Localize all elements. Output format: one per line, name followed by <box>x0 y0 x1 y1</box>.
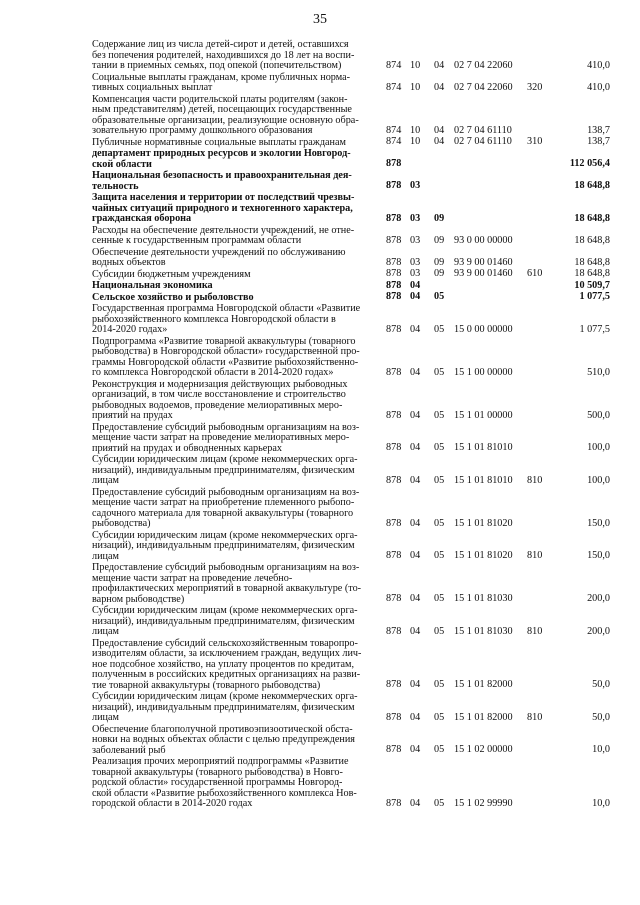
page-number: 35 <box>313 12 327 27</box>
amount: 200,0 <box>587 593 610 604</box>
subsection-code: 05 <box>434 711 445 723</box>
section-code: 04 <box>410 474 421 486</box>
section-code: 10 <box>410 136 421 147</box>
table-row <box>92 193 610 226</box>
ministry-code: 878 <box>386 474 402 486</box>
subsection-code: 05 <box>434 550 445 561</box>
section-code: 04 <box>410 744 421 755</box>
subsection-code: 05 <box>434 442 445 453</box>
amount: 500,0 <box>587 409 610 421</box>
row-codes <box>382 236 610 247</box>
amount: 510,0 <box>587 366 610 378</box>
subsection-code: 09 <box>434 234 445 246</box>
ministry-code: 874 <box>386 124 402 136</box>
table-row <box>92 337 610 380</box>
ministry-code: 878 <box>386 679 402 690</box>
expense-type-code: 810 <box>527 550 543 561</box>
row-name: Субсидии бюджетным учреждениям <box>92 268 251 280</box>
row-name: Предоставление субсидий рыбоводным организациям на воз- мещение части затрат на проведение мелиоративных меро- приятий на прудах и обводненных карьерах <box>92 421 360 454</box>
row-name: Подпрограмма «Развитие товарной аквакультуры (товарного рыбоводства) в Новгородской области» государственной про- граммы Новгородской области «Развитие рыбохозяйственно- го комплекса Новгородской области в 2014-2020 годах» <box>92 335 360 378</box>
row-name: Расходы на обеспечение деятельности учреждений, не отне- сенные к государственным программам области <box>92 224 355 246</box>
target-article-code: 15 1 01 82000 <box>454 711 513 723</box>
amount: 200,0 <box>587 625 610 637</box>
row-codes <box>382 680 610 691</box>
row-name: Национальная экономика <box>92 280 213 291</box>
row-codes <box>382 368 610 379</box>
expense-type-code: 320 <box>527 81 543 93</box>
row-name: Содержание лиц из числа детей-сирот и детей, оставшихся без попечения родителей, находившихся до 18 лет на воспи- тании в приемных семьях, под опекой (попечительством) <box>92 39 355 71</box>
target-article-code: 15 1 01 81010 <box>454 474 513 486</box>
table-row <box>92 226 610 248</box>
section-code: 04 <box>410 291 421 302</box>
table-row <box>92 488 610 531</box>
ministry-code: 878 <box>386 711 402 723</box>
row-codes <box>382 159 610 170</box>
row-name: Государственная программа Новгородской области «Развитие рыбохозяйственного комплекса Новгородской области в 2014-2020 годах» <box>92 303 361 335</box>
row-codes <box>382 745 610 756</box>
table-row <box>92 563 610 606</box>
ministry-code: 878 <box>386 323 402 335</box>
ministry-code: 878 <box>386 268 402 279</box>
target-article-code: 02 7 04 22060 <box>454 59 513 71</box>
amount: 10 509,7 <box>574 279 610 291</box>
amount: 410,0 <box>587 81 610 93</box>
row-name: Обеспечение деятельности учреждений по обслуживанию водных объектов <box>92 246 346 268</box>
target-article-code: 93 9 00 01460 <box>454 268 513 279</box>
section-code: 04 <box>410 625 421 637</box>
ministry-code: 878 <box>386 797 402 809</box>
section-code: 04 <box>410 711 421 723</box>
row-codes <box>382 126 610 137</box>
table-row <box>92 639 610 693</box>
row-name: департамент природных ресурсов и экологии Новгород- ской области <box>92 148 351 170</box>
subsection-code: 04 <box>434 81 445 93</box>
table-row <box>92 73 610 95</box>
table-row <box>92 149 610 171</box>
table-row <box>92 380 610 423</box>
row-codes <box>382 594 610 605</box>
ministry-code: 878 <box>386 593 402 604</box>
amount: 10,0 <box>592 744 610 755</box>
row-codes <box>382 137 610 148</box>
table-row <box>92 725 610 758</box>
section-code: 10 <box>410 59 421 71</box>
amount: 1 077,5 <box>579 291 610 302</box>
table-row <box>92 171 610 193</box>
row-codes <box>382 443 610 454</box>
target-article-code: 15 1 01 00000 <box>454 409 513 421</box>
section-code: 04 <box>410 797 421 809</box>
subsection-code: 05 <box>434 323 445 335</box>
subsection-code: 05 <box>434 679 445 690</box>
row-codes <box>382 411 610 422</box>
row-name: Предоставление субсидий рыбоводным организациям на воз- мещение части затрат на проведение лечебно- профилактических мероприятий в товарной аквакультуре (то- варном рыбоводстве) <box>92 562 362 605</box>
subsection-code: 05 <box>434 291 445 302</box>
row-codes <box>382 627 610 638</box>
amount: 150,0 <box>587 517 610 529</box>
section-code: 03 <box>410 256 421 268</box>
section-code: 03 <box>410 212 421 224</box>
target-article-code: 15 1 01 81030 <box>454 625 513 637</box>
row-codes <box>382 799 610 810</box>
row-codes <box>382 269 610 280</box>
amount: 1 077,5 <box>579 323 610 335</box>
section-code: 04 <box>410 517 421 529</box>
amount: 18 648,8 <box>574 234 610 246</box>
section-code: 03 <box>410 268 421 279</box>
row-name: Защита населения и территории от последствий чрезвы- чайных ситуаций природного и техногенного характера, гражданская оборона <box>92 192 355 224</box>
subsection-code: 05 <box>434 593 445 604</box>
expense-type-code: 810 <box>527 625 543 637</box>
ministry-code: 878 <box>386 212 402 224</box>
table-row <box>92 531 610 564</box>
amount: 18 648,8 <box>574 256 610 268</box>
row-codes <box>382 281 610 292</box>
subsection-code: 05 <box>434 409 445 421</box>
row-name: Субсидии юридическим лицам (кроме некоммерческих орга- низаций), индивидуальным предпринимателям, физическим лицам <box>92 454 358 486</box>
subsection-code: 04 <box>434 124 445 136</box>
table-row <box>92 248 610 270</box>
section-code: 04 <box>410 323 421 335</box>
subsection-code: 05 <box>434 744 445 755</box>
target-article-code: 02 7 04 61110 <box>454 124 512 136</box>
subsection-code: 05 <box>434 625 445 637</box>
row-codes <box>382 61 610 72</box>
row-name: Предоставление субсидий рыбоводным организациям на воз- мещение части затрат на приобретение племенного рыбопо- садочного материала для товарной аквакультуры (товарного рыбоводства) <box>92 486 360 529</box>
section-code: 10 <box>410 124 421 136</box>
table-row <box>92 692 610 725</box>
amount: 10,0 <box>592 797 610 809</box>
subsection-code: 04 <box>434 136 445 147</box>
amount: 100,0 <box>587 442 610 453</box>
row-codes <box>382 519 610 530</box>
row-name: Обеспечение благополучной противоэпизоотической обста- новки на водных объектах области с целью предупреждения заболеваний рыб <box>92 723 355 756</box>
section-code: 04 <box>410 409 421 421</box>
subsection-code: 05 <box>434 366 445 378</box>
amount: 18 648,8 <box>574 180 610 191</box>
expense-type-code: 310 <box>527 136 543 147</box>
target-article-code: 15 1 00 00000 <box>454 366 513 378</box>
target-article-code: 93 0 00 00000 <box>454 234 513 246</box>
target-article-code: 15 1 01 81030 <box>454 593 513 604</box>
ministry-code: 878 <box>386 550 402 561</box>
subsection-code: 09 <box>434 256 445 268</box>
amount: 138,7 <box>587 136 610 147</box>
table-row <box>92 40 610 73</box>
row-name: Реализация прочих мероприятий подпрограммы «Развитие товарной аквакультуры (товарного рыбоводства) в Новго- родской области» государственной программы Новгород- ской области «Развитие рыбохозяйственного комплекса Нов- городской области в 2014-2020 годах <box>92 756 357 809</box>
ministry-code: 878 <box>386 291 402 302</box>
section-code: 04 <box>410 550 421 561</box>
amount: 410,0 <box>587 59 610 71</box>
row-name: Субсидии юридическим лицам (кроме некоммерческих орга- низаций), индивидуальным предпринимателям, физическим лицам <box>92 529 358 562</box>
section-code: 04 <box>410 679 421 690</box>
target-article-code: 15 1 01 81010 <box>454 442 513 453</box>
row-name: Предоставление субсидий сельскохозяйственным товаропро- изводителям области, за исключением граждан, ведущих лич- ное подсобное хозяйство, на уплату процентов по кредитам, полученным в российских кредитных организациях на разви- тие товарной аквакультуры (товарного рыбоводства) <box>92 637 362 691</box>
row-name: Реконструкция и модернизация действующих рыбоводных организаций, в том числе восстановление и строительство рыбоводных водоемов, проведение мелиоративных меро- приятий на прудах <box>92 378 348 421</box>
table-row <box>92 281 610 293</box>
amount: 150,0 <box>587 550 610 561</box>
ministry-code: 878 <box>386 625 402 637</box>
section-code: 03 <box>410 234 421 246</box>
row-codes <box>382 713 610 724</box>
section-code: 03 <box>410 180 421 191</box>
table-row <box>92 455 610 488</box>
amount: 138,7 <box>587 124 610 136</box>
subsection-code: 09 <box>434 268 445 279</box>
budget-table <box>92 40 610 811</box>
amount: 112 056,4 <box>569 158 610 169</box>
row-codes <box>382 181 610 192</box>
row-codes <box>382 476 610 487</box>
target-article-code: 02 7 04 61110 <box>454 136 512 147</box>
ministry-code: 878 <box>386 366 402 378</box>
table-row <box>92 757 610 811</box>
row-codes <box>382 83 610 94</box>
expense-type-code: 810 <box>527 711 543 723</box>
ministry-code: 878 <box>386 158 402 169</box>
section-code: 04 <box>410 593 421 604</box>
row-name: Компенсация части родительской платы родителям (закон- ным представителям) детей, посещающих государственные образовательные организации, реализующие основную обра- зовательную программу дошкольного образования <box>92 93 359 136</box>
section-code: 10 <box>410 81 421 93</box>
table-row <box>92 606 610 639</box>
amount: 100,0 <box>587 474 610 486</box>
target-article-code: 15 1 01 81020 <box>454 550 513 561</box>
subsection-code: 05 <box>434 797 445 809</box>
ministry-code: 878 <box>386 256 402 268</box>
ministry-code: 874 <box>386 136 402 147</box>
table-row <box>92 423 610 456</box>
table-row <box>92 95 610 138</box>
ministry-code: 874 <box>386 59 402 71</box>
ministry-code: 878 <box>386 517 402 529</box>
amount: 18 648,8 <box>574 212 610 224</box>
expense-type-code: 610 <box>527 268 543 279</box>
ministry-code: 878 <box>386 442 402 453</box>
expense-type-code: 810 <box>527 474 543 486</box>
amount: 50,0 <box>592 679 610 690</box>
target-article-code: 02 7 04 22060 <box>454 81 513 93</box>
row-codes <box>382 258 610 269</box>
row-name: Сельское хозяйство и рыболовство <box>92 291 254 303</box>
row-codes <box>382 325 610 336</box>
target-article-code: 93 9 00 01460 <box>454 256 513 268</box>
section-code: 04 <box>410 366 421 378</box>
row-codes <box>382 214 610 225</box>
ministry-code: 878 <box>386 180 402 191</box>
section-code: 04 <box>410 279 421 291</box>
table-row <box>92 304 610 337</box>
amount: 18 648,8 <box>574 268 610 279</box>
amount: 50,0 <box>592 711 610 723</box>
target-article-code: 15 1 01 82000 <box>454 679 513 690</box>
ministry-code: 878 <box>386 234 402 246</box>
target-article-code: 15 1 02 99990 <box>454 797 513 809</box>
subsection-code: 09 <box>434 212 445 224</box>
row-name: Национальная безопасность и правоохранительная дея- тельность <box>92 170 352 192</box>
subsection-code: 05 <box>434 474 445 486</box>
subsection-code: 05 <box>434 517 445 529</box>
target-article-code: 15 1 01 81020 <box>454 517 513 529</box>
row-codes <box>382 551 610 562</box>
ministry-code: 878 <box>386 279 402 291</box>
target-article-code: 15 1 02 00000 <box>454 744 513 755</box>
row-name: Социальные выплаты гражданам, кроме публичных норма- тивных социальных выплат <box>92 71 351 93</box>
target-article-code: 15 0 00 00000 <box>454 323 513 335</box>
row-codes <box>382 292 610 303</box>
ministry-code: 874 <box>386 81 402 93</box>
subsection-code: 04 <box>434 59 445 71</box>
ministry-code: 878 <box>386 409 402 421</box>
row-name: Публичные нормативные социальные выплаты гражданам <box>92 136 346 148</box>
section-code: 04 <box>410 442 421 453</box>
row-name: Субсидии юридическим лицам (кроме некоммерческих орга- низаций), индивидуальным предпринимателям, физическим лицам <box>92 605 358 637</box>
ministry-code: 878 <box>386 744 402 755</box>
row-name: Субсидии юридическим лицам (кроме некоммерческих орга- низаций), индивидуальным предпринимателям, физическим лицам <box>92 691 358 723</box>
